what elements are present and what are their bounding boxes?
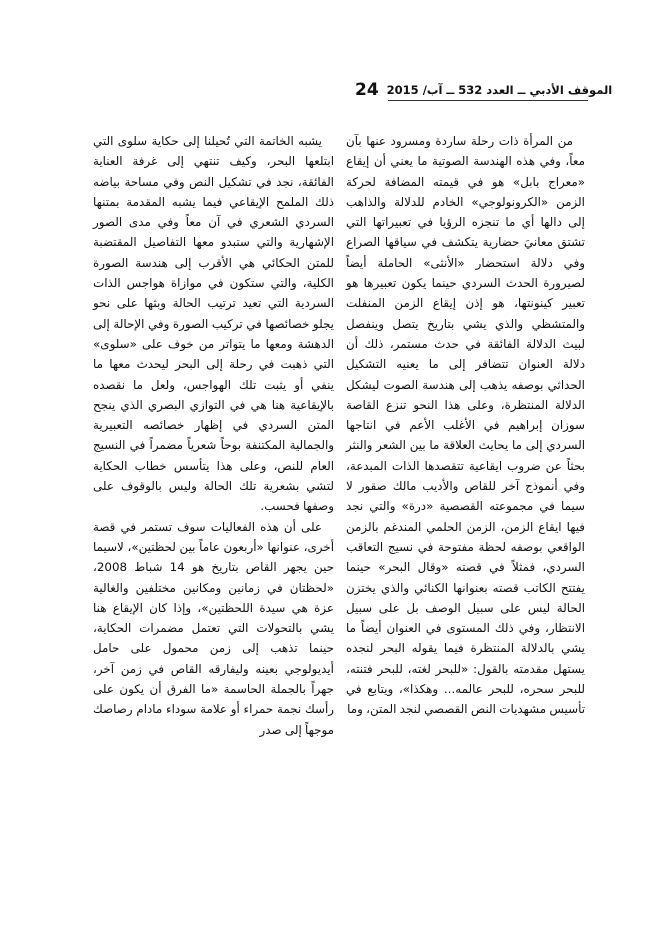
paragraph: من المرأة ذات رحلة ساردة ومسرود عنها بآن معاً، وفي هذه الهندسة الصوتية ما يعني أن إيقاع «معراج بابل» هو في قيمته المضافة لحركة الزمن «الكرونولوجي» الخادم للدلالة والذاهب إلى دالها أي ما تنجزه الرؤيا في تعبيراتها التي تشتق معانيَ حضارية يتكشف في سياقها الصراع وفي دلالة استحضار «الأنثى» الحاملة أيضاً لصيرورة الحدث السردي حينما يكون تعبيرها هو تعبير كينونتها، هو إذن إيقاع الزمن المنفلت والمتشظي والذي يشي بتاريخ يتصل وينفصل لبيث الدلالة الفائقة في حدث مستمر، ذلك أن دلالة العنوان تتضافر إلى ما يعنيه التشكيل الحداثي بوصفه يذهب إلى هندسة الصوت ليشكل الدلالة المنتظرة، وعلى هذا النحو تنزع القاصة سوزان إبراهيم في الأغلب الأعم في انتاجها السردي إلى ما يحايث العلاقة ما بين الشعر والنثر بحثاً عن ضروب ايقاعية تتقصدها الذات المبدعة، وفي أنموذج آخر للقاص والأديب مالك صقور لا سيما في مجموعته القصصية «درة» والتي نجد فيها ايقاع الزمن، الزمن الحلمي المندغم بالزمن الواقعي بوصفه لحظة مفتوحة في نسيج التعاقب السردي، فمثلاً في قصته «وقال البحر» حينما يفتتح الكاتب قصته بعنوانها الكنائي والذي يختزن الحالة ليس على سبيل الوصف بل على سبيل الانتظار، وفي ذلك المستوى في العنوان أيضاً ما يشي بالدلالة المنتظرة فيما يقوله البحر لنجده يستهل مقدمته بالقول: «للبحر لغته، للبحر فتنته، للبحر سحره، للبحر عالمه... وهكذا»، ويتابع في تأسيس مشهديات النص القصصي لنجد المتن، وما	[346, 134, 585, 717]
running-header	[355, 80, 613, 100]
left-column	[93, 131, 334, 740]
header-rule	[388, 100, 588, 101]
right-column	[346, 131, 585, 720]
page-number: 24	[355, 80, 379, 100]
paragraph: يشبه الخاتمة التي تُحيلنا إلى حكاية سلوى التي ابتلعها البحر، وكيف تنتهي إلى غرفة العناية الفائقة، نجد في تشكيل النص وفي مساحة بياضه ذلك الملمح الإيقاعي فيما يشبه المقدمة بمتنها السردي الشعري في آن معاً وفي مدى الصور الإشهارية والتي ستبدو معها التفاصيل المقتضبة للمتن الحكائي هي الأقرب إلى هندسة الصورة الكلية، والتي ستكون في موازاة هواجس الذات السردية التي تعيد ترتيب الحالة وبثها على نحو يجلو خصائصها في تركيب الصورة وفي الإحالة إلى الدهشة ومعها ما يتواتر من خوف على «سلوى» التي ذهبت في رحلة إلى البحر ليحدث معها ما ينفي أو يثبت تلك الهواجس، ولعل ما نقصده بالإيقاعية هنا هي في التوازي البصري الذي ينجح المتن السردي في إظهار خصائصه التعبيرية والجمالية المكتنفة بوحاً شعرياً مضمراً في النسيج العام للنص، وعلى هذا يتأسس خطاب الحكاية لتشي بشعرية تلك الحالة وليس بالوقوف على وصفها فحسب.	[93, 134, 334, 514]
paragraph: على أن هذه الفعاليات سوف تستمر في قصة أخرى، عنوانها «أربعون عاماً بين لحظتين»، لاسيما حين يجهر القاص بتاريخ هو 14 شباط 2008، «لحظتان في زمانين ومكانين مختلفين والغالية عزة هي سيدة اللحظتين»، وإذا كان الإيقاع هنا يشي بالتحولات التي تعتمل مضمرات الحكاية، حينما تذهب إلى زمن محمول على حامل أيديولوجي بعينه وليفارقه القاص في زمن آخر، جهراً بالجملة الحاسمة «ما الفرق أن يكون على رأسك نجمة حمراء أو علامة سوداء مادام رصاصك موجهاً إلى صدر	[93, 519, 335, 737]
issue-line: الموقف الأدبي ــ العدد 532 ــ آب/ 2015	[386, 83, 613, 97]
